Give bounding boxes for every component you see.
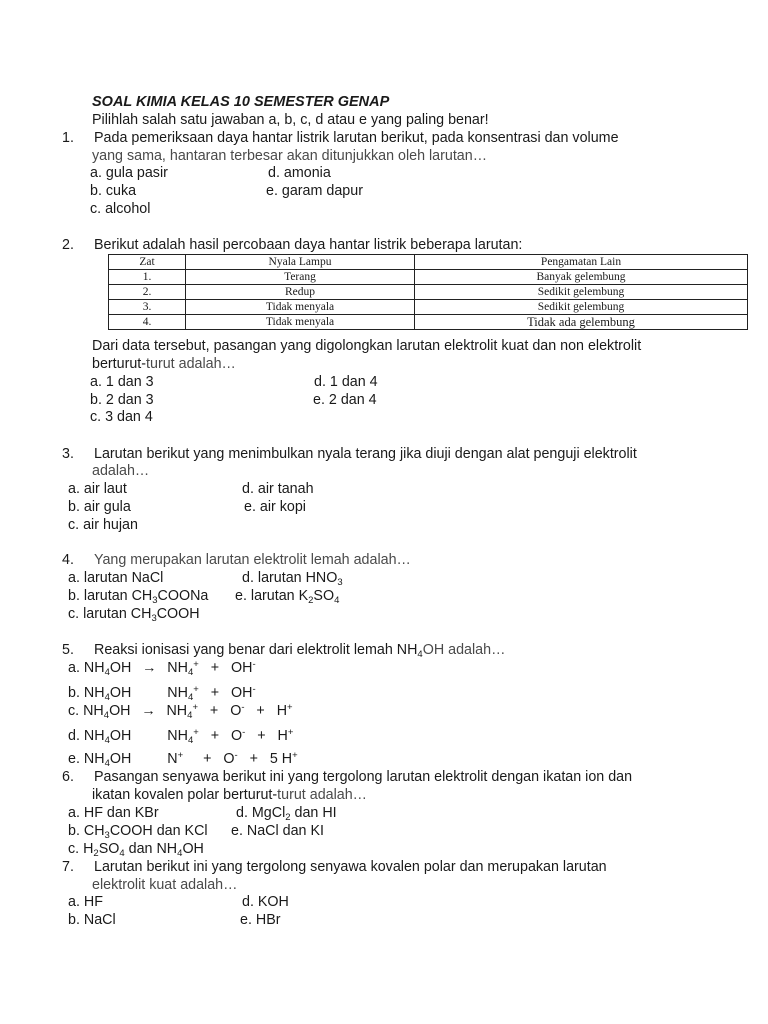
formula-text: NH [83, 660, 105, 676]
option-letter: e. [68, 751, 80, 767]
q2-number: 2. [62, 237, 74, 253]
superscript: + [292, 750, 298, 761]
q7-option-a: a. HF [68, 894, 103, 910]
superscript: - [234, 750, 238, 761]
q1-option-a: a. gula pasir [90, 165, 168, 181]
q5-option-c [68, 702, 293, 720]
superscript: + [177, 750, 184, 761]
q3-option-d: d. air tanah [242, 481, 314, 497]
subscript: 4 [187, 735, 194, 746]
q6-option-c [68, 840, 204, 858]
q5-number: 5. [62, 642, 74, 658]
formula-text: O [223, 751, 235, 767]
q4-option-c-text: COOH [156, 606, 200, 622]
q2-line1: Berikut adalah hasil percobaan daya hantar listrik beberapa larutan: [94, 237, 523, 253]
q2-option-c: c. 3 dan 4 [90, 409, 153, 425]
superscript: - [252, 684, 256, 695]
superscript: - [252, 659, 256, 670]
q6-option-c-text: OH [182, 841, 204, 857]
formula-text: OH [231, 685, 253, 701]
table-cell: Tidak menyala [186, 315, 415, 330]
q5-option-a [68, 659, 256, 677]
q5-line1-text: OH adalah… [422, 642, 506, 658]
subscript: 4 [187, 667, 194, 678]
formula-text: OH [109, 728, 132, 744]
q6-line1: Pasangan senyawa berikut ini yang tergolong larutan elektrolit dengan ikatan ion dan [94, 769, 633, 785]
formula-text: NH [83, 751, 105, 767]
table-cell: Redup [186, 285, 415, 300]
q4-option-c [68, 605, 200, 623]
q2-after-line2-part1: berturut- [92, 356, 147, 372]
plus-sign: + [210, 685, 220, 701]
q6-option-a: a. HF dan KBr [68, 805, 159, 821]
q6-option-e: e. NaCl dan KI [231, 823, 324, 839]
q5-option-e [68, 750, 298, 768]
table-cell: Banyak gelembung [415, 270, 748, 285]
formula-text: H [277, 728, 288, 744]
q3-line1: Larutan berikut yang menimbulkan nyala terang jika diuji dengan alat penguji elektrolit [94, 446, 637, 462]
q2-option-e: e. 2 dan 4 [313, 392, 377, 408]
q2-option-a: a. 1 dan 3 [90, 374, 154, 390]
q3-option-a: a. air laut [68, 481, 127, 497]
q6-option-c-text: SO [98, 841, 120, 857]
q2-option-b: b. 2 dan 3 [90, 392, 154, 408]
q6-line2 [92, 786, 367, 804]
superscript: + [192, 702, 198, 713]
subscript: 4 [177, 848, 183, 859]
table-cell: Tidak menyala [186, 300, 415, 315]
formula-text: NH [167, 685, 188, 701]
superscript: - [242, 727, 246, 738]
formula-text: NH [83, 703, 104, 719]
q6-option-d-text: d. MgCl [236, 805, 286, 821]
table-cell: 4. [109, 315, 186, 330]
table-row [109, 300, 748, 315]
q7-line1: Larutan berikut ini yang tergolong senyawa kovalen polar dan merupakan larutan [94, 859, 607, 875]
q2-after-line2 [92, 355, 236, 373]
page-title: SOAL KIMIA KELAS 10 SEMESTER GENAP [92, 94, 390, 110]
subscript: 4 [187, 692, 194, 703]
formula-text: NH [167, 660, 188, 676]
q5-line1-text: Reaksi ionisasi yang benar dari elektrolit lemah NH [94, 642, 418, 658]
q1-option-c: c. alcohol [90, 201, 151, 217]
arrow-icon: → [141, 703, 156, 719]
q3-option-b: b. air gula [68, 499, 131, 515]
plus-sign: + [249, 751, 258, 767]
q1-option-b: b. cuka [90, 183, 137, 199]
q6-option-d-text: dan HI [290, 805, 337, 821]
q6-option-c-text: c. H [68, 841, 94, 857]
q4-option-b-text: b. larutan CH [68, 588, 153, 604]
superscript: + [287, 702, 293, 713]
subscript: 4 [417, 649, 423, 660]
table-row [109, 270, 748, 285]
q3-line2: adalah… [92, 463, 150, 479]
q2-after-line1: Dari data tersebut, pasangan yang digolongkan larutan elektrolit kuat dan non elektrolit [92, 338, 642, 354]
formula-text: OH [109, 751, 132, 767]
q6-option-d [236, 804, 337, 822]
q3-option-c: c. air hujan [68, 517, 138, 533]
q5-option-d [68, 727, 293, 745]
subscript: 4 [104, 758, 110, 769]
formula-text: NH [83, 728, 105, 744]
q5-line1 [94, 641, 505, 659]
observation-table [108, 254, 748, 330]
subscript: 4 [104, 667, 110, 678]
q4-option-b-text: COONa [157, 588, 209, 604]
q6-line2-part1: ikatan kovalen polar berturut- [92, 787, 278, 803]
table-cell: Tidak ada gelembung [415, 315, 748, 330]
q1-option-d: d. amonia [268, 165, 331, 181]
formula-text: OH [109, 703, 131, 719]
table-cell: Sedikit gelembung [415, 300, 748, 315]
subscript: 3 [337, 577, 343, 588]
formula-text: O [231, 728, 243, 744]
q3-number: 3. [62, 446, 74, 462]
q6-line2-part2: turut adalah… [277, 787, 367, 803]
q6-option-b-text: b. CH [68, 823, 105, 839]
q4-option-e-text: e. larutan K [235, 588, 309, 604]
q4-option-d-text: d. larutan HNO [242, 570, 338, 586]
q5-option-b [68, 684, 256, 702]
q6-option-b-text: COOH dan KCl [109, 823, 208, 839]
table-row [109, 315, 748, 330]
subscript: 2 [285, 812, 291, 823]
instruction: Pilihlah salah satu jawaban a, b, c, d atau e yang paling benar! [92, 112, 489, 128]
table-header-row [109, 255, 748, 270]
plus-sign: + [210, 660, 220, 676]
q7-option-e: e. HBr [240, 912, 281, 928]
option-letter: b. [68, 685, 80, 701]
subscript: 4 [119, 848, 125, 859]
q4-option-e-text: SO [313, 588, 335, 604]
q6-option-b [68, 822, 208, 840]
q7-number: 7. [62, 859, 74, 875]
subscript: 4 [187, 710, 193, 721]
formula-text: OH [109, 660, 132, 676]
q7-option-d: d. KOH [242, 894, 289, 910]
subscript: 2 [93, 848, 99, 859]
formula-text: 5 H [269, 751, 293, 767]
subscript: 2 [308, 595, 314, 606]
formula-text: N [167, 751, 178, 767]
q4-option-e [235, 587, 339, 605]
table-header: Nyala Lampu [186, 255, 415, 270]
plus-sign: + [209, 703, 219, 719]
subscript: 4 [104, 692, 110, 703]
table-cell: 3. [109, 300, 186, 315]
q4-option-b [68, 587, 208, 605]
q1-number: 1. [62, 130, 74, 146]
q4-option-d [242, 569, 343, 587]
table-cell: 2. [109, 285, 186, 300]
superscript: + [193, 659, 199, 670]
plus-sign: + [256, 703, 265, 719]
option-letter: a. [68, 660, 80, 676]
formula-text: NH [167, 728, 188, 744]
formula-text: NH [166, 703, 188, 719]
plus-sign: + [257, 728, 266, 744]
q4-line1: Yang merupakan larutan elektrolit lemah adalah… [94, 552, 411, 568]
q6-number: 6. [62, 769, 74, 785]
q7-option-b: b. NaCl [68, 912, 116, 928]
subscript: 4 [103, 710, 110, 721]
q7-line2: elektrolit kuat adalah… [92, 877, 238, 893]
formula-text: OH [109, 685, 132, 701]
table-header: Zat [109, 255, 186, 270]
subscript: 3 [151, 613, 157, 624]
superscript: + [287, 727, 294, 738]
formula-text: O [230, 703, 242, 719]
table-header: Pengamatan Lain [415, 255, 748, 270]
plus-sign: + [210, 728, 220, 744]
q1-option-e: e. garam dapur [266, 183, 363, 199]
q1-line1: Pada pemeriksaan daya hantar listrik larutan berikut, pada konsentrasi dan volume [94, 130, 619, 146]
superscript: + [193, 684, 199, 695]
table-cell: Sedikit gelembung [415, 285, 748, 300]
plus-sign: + [203, 751, 212, 767]
option-letter: c. [68, 703, 80, 719]
q2-option-d: d. 1 dan 4 [314, 374, 378, 390]
subscript: 3 [104, 830, 110, 841]
formula-text: H [276, 703, 288, 719]
q2-after-line2-part2: turut adalah… [146, 356, 236, 372]
superscript: - [241, 702, 245, 713]
q4-number: 4. [62, 552, 74, 568]
table-row [109, 285, 748, 300]
q4-option-a: a. larutan NaCl [68, 570, 164, 586]
arrow-icon: → [142, 660, 157, 676]
formula-text: NH [83, 685, 105, 701]
formula-text: OH [231, 660, 253, 676]
superscript: + [193, 727, 199, 738]
table-cell: Terang [186, 270, 415, 285]
q6-option-c-text: dan NH [124, 841, 178, 857]
table-cell: 1. [109, 270, 186, 285]
subscript: 3 [152, 595, 158, 606]
q3-option-e: e. air kopi [244, 499, 306, 515]
subscript: 4 [104, 735, 110, 746]
q4-option-c-text: c. larutan CH [68, 606, 152, 622]
q1-line2: yang sama, hantaran terbesar akan ditunjukkan oleh larutan… [92, 148, 488, 164]
subscript: 4 [334, 595, 340, 606]
option-letter: d. [68, 728, 80, 744]
